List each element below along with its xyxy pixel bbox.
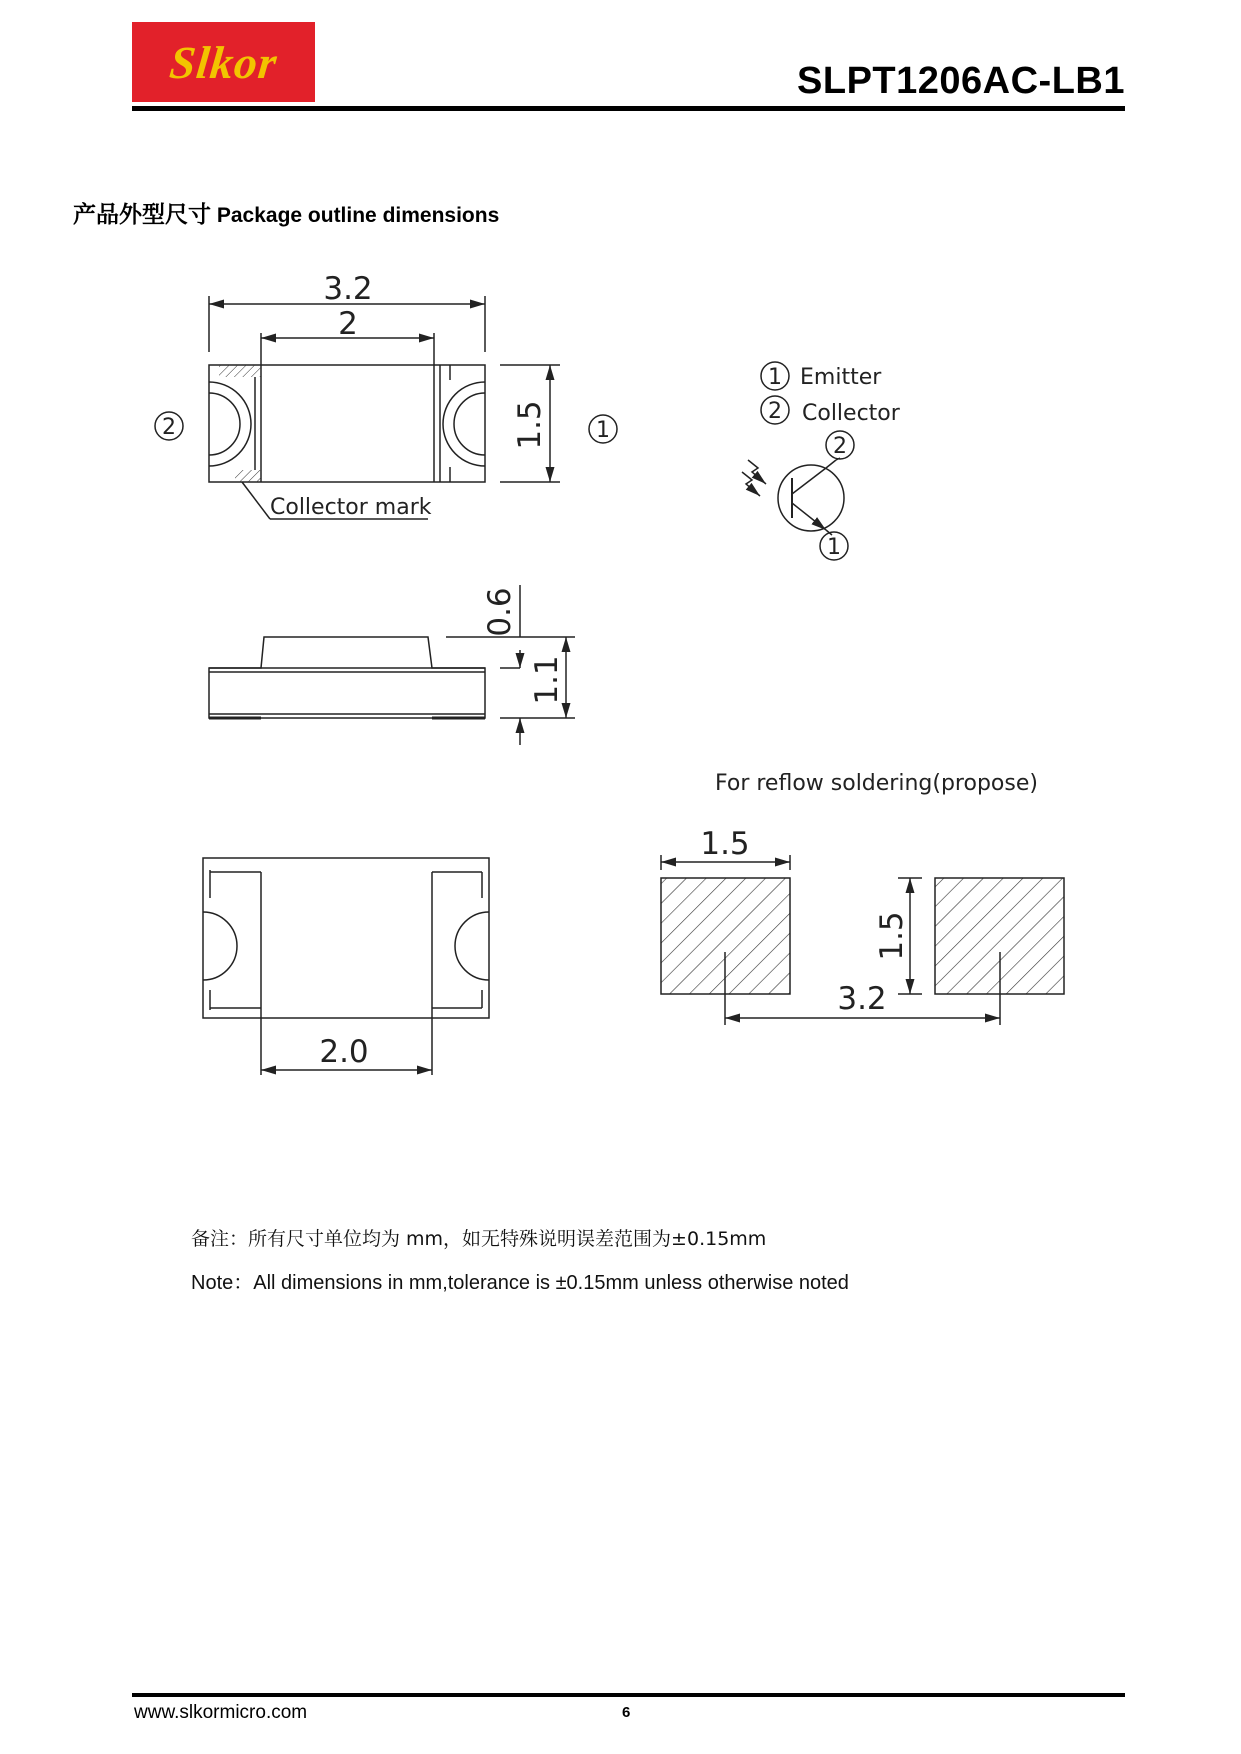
dim-body-height-label: 0.6 [482,587,518,637]
legend-pin-2-label: Collector [802,401,900,426]
side-view [209,585,575,745]
pin-right-number: 1 [596,418,610,443]
note-en: Note：All dimensions in mm,tolerance is ±0.15mm unless otherwise noted [191,1272,849,1294]
note-cn: 备注：所有尺寸单位均为 mm，如无特殊说明误差范围为±0.15mm [191,1228,767,1250]
model-number: SLPT1206AC-LB1 [797,60,1125,102]
legend-pin-2-number: 2 [768,399,782,424]
dim-inner-label: 2 [338,306,358,342]
section-title-cn: 产品外型尺寸 [73,202,211,228]
collector-mark-label: Collector mark [270,495,432,520]
page-number: 6 [622,1704,631,1721]
dim-bottom-inner-label: 2.0 [319,1034,369,1070]
dim-pad-height-label: 1.5 [874,911,910,961]
dim-length-label: 3.2 [323,271,373,307]
dim-pad-width-label: 1.5 [700,826,750,862]
footprint-title: For reflow soldering(propose) [715,771,1038,796]
section-title-en: Package outline dimensions [216,204,500,227]
footer-divider [132,1693,1125,1697]
symbol-emitter-pin: 1 [827,535,841,560]
symbol-collector-pin: 2 [833,434,847,459]
legend-pin-1-label: Emitter [800,365,882,390]
logo-text: Slkor [167,36,280,88]
dim-total-height-label: 1.1 [529,655,565,705]
pin-left-number: 2 [162,415,176,440]
legend-pin-1-number: 1 [768,365,782,390]
footer-url[interactable]: www.slkormicro.com [134,1702,308,1723]
dim-width-label: 1.5 [512,400,548,450]
dim-pitch-label: 3.2 [837,981,887,1017]
